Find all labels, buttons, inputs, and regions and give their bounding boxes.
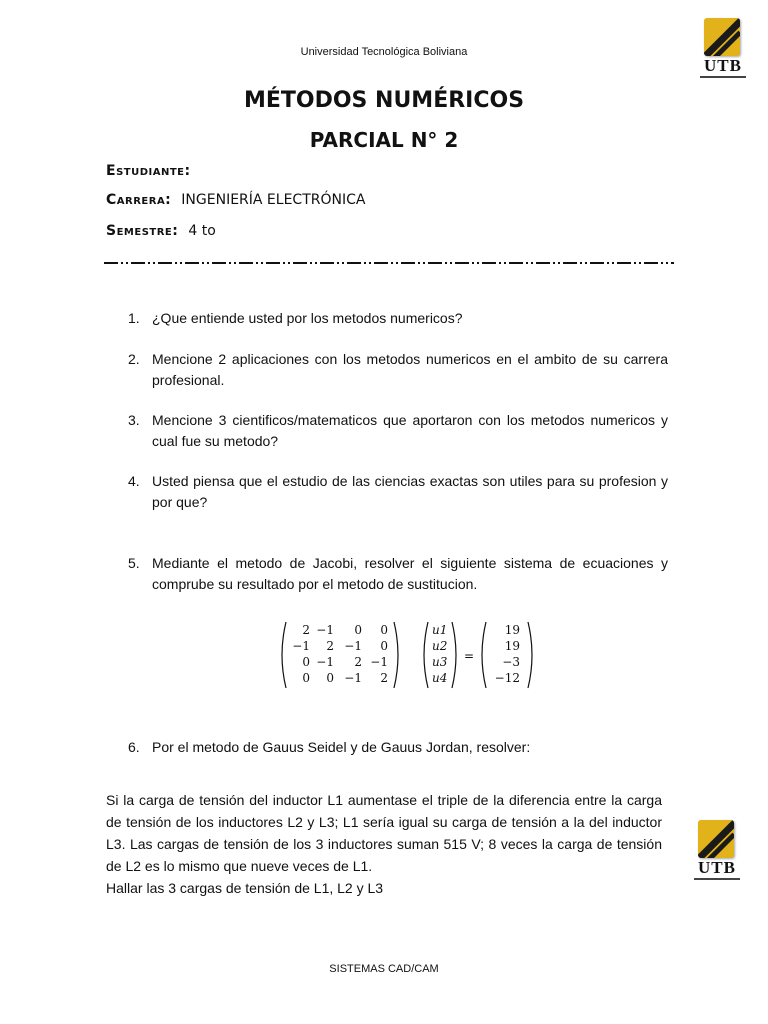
question-number: 4. xyxy=(128,473,140,489)
vector-u-entry: u4 xyxy=(432,671,448,685)
career-field xyxy=(106,192,365,208)
matrix-a-entry: 2 xyxy=(380,671,388,685)
question-text: Usted piensa que el estudio de las ciencias exactas son utiles para su profesion y por que? xyxy=(152,473,668,510)
career-value: INGENIERÍA ELECTRÓNICA xyxy=(181,192,366,208)
matrix-a-entry: 0 xyxy=(380,623,388,637)
page-subtitle: PARCIAL N° 2 xyxy=(309,128,459,152)
matrix-a-entry: −1 xyxy=(344,671,362,685)
question-text: Mencione 2 aplicaciones con los metodos numericos en el ambito de su carrera profesional. xyxy=(152,351,668,388)
student-field xyxy=(106,163,201,179)
utb-badge-icon xyxy=(704,18,740,56)
question-number: 5. xyxy=(128,555,140,571)
matrix-a-entry: −1 xyxy=(370,655,388,669)
question-text: ¿Que entiende usted por los metodos numericos? xyxy=(152,310,463,326)
vector-u-entry: u2 xyxy=(432,639,448,653)
linear-system-matrix xyxy=(278,620,536,690)
footer-text: SISTEMAS CAD/CAM xyxy=(329,963,439,975)
logo-text: UTB xyxy=(704,56,742,75)
problem-text: Si la carga de tensión del inductor L1 aumentase el triple de la diferencia entre la carga de tensión de los inductores L2 y L3; L1 sería igual su carga de tensión a la del inductor L3. Las cargas de tensión de los 3 inductores suman 515 V; 8 veces la carga de tensión de L2 es lo mismo que nueve veces de L1. xyxy=(106,792,662,874)
matrix-a-entry: 0 xyxy=(380,639,388,653)
question-2 xyxy=(128,349,668,391)
question-text: Mencione 3 cientificos/matematicos que aportaron con los metodos numericos y cual fue su metodo? xyxy=(152,412,668,449)
university-name: Universidad Tecnológica Boliviana xyxy=(300,46,468,58)
dashed-divider xyxy=(104,256,674,268)
vector-b-entry: 19 xyxy=(504,623,520,637)
utb-badge-icon xyxy=(698,820,734,858)
question-1 xyxy=(128,308,668,329)
vector-b-entry: −3 xyxy=(502,655,520,669)
vector-b-entry: 19 xyxy=(504,639,520,653)
question-6 xyxy=(128,737,668,758)
question-5 xyxy=(128,553,668,595)
vector-u-entry: u3 xyxy=(432,655,448,669)
question-4 xyxy=(128,471,668,513)
question-number: 1. xyxy=(128,310,140,326)
matrix-a-entry: 0 xyxy=(302,671,310,685)
semester-label: Semestre: xyxy=(106,223,179,239)
matrix-a-entry: 2 xyxy=(302,623,310,637)
matrix-a-entry: −1 xyxy=(316,623,334,637)
matrix-a-entry: 0 xyxy=(326,671,334,685)
question-number: 3. xyxy=(128,412,140,428)
matrix-a-entry: −1 xyxy=(292,639,310,653)
matrix-a-entry: 2 xyxy=(354,655,362,669)
question-number: 6. xyxy=(128,739,140,755)
equals-sign: = xyxy=(464,649,475,663)
matrix-a-entry: 0 xyxy=(354,623,362,637)
question-text: Por el metodo de Gauus Seidel y de Gauus Jordan, resolver: xyxy=(152,739,531,755)
career-label: Carrera: xyxy=(106,192,172,208)
vector-b-entry: −12 xyxy=(494,671,520,685)
logo-text-secondary: UTB xyxy=(698,858,736,877)
problem-task: Hallar las 3 cargas de tensión de L1, L2 y L3 xyxy=(106,880,384,896)
semester-field xyxy=(106,223,216,239)
matrix-a-entry: −1 xyxy=(344,639,362,653)
semester-value: 4 to xyxy=(188,223,216,239)
question-text: Mediante el metodo de Jacobi, resolver el siguiente sistema de ecuaciones y comprube su resultado por el metodo de sustitucion. xyxy=(152,555,668,592)
vector-u-entry: u1 xyxy=(432,623,448,637)
matrix-a-entry: 2 xyxy=(326,639,334,653)
utb-logo xyxy=(692,18,754,78)
matrix-a-entry: 0 xyxy=(302,655,310,669)
student-label: Estudiante: xyxy=(106,163,191,179)
utb-logo-secondary xyxy=(686,820,748,880)
question-number: 2. xyxy=(128,351,140,367)
problem-statement xyxy=(106,789,662,899)
page-title: MÉTODOS NUMÉRICOS xyxy=(243,88,525,113)
matrix-a-entry: −1 xyxy=(316,655,334,669)
question-3 xyxy=(128,410,668,452)
